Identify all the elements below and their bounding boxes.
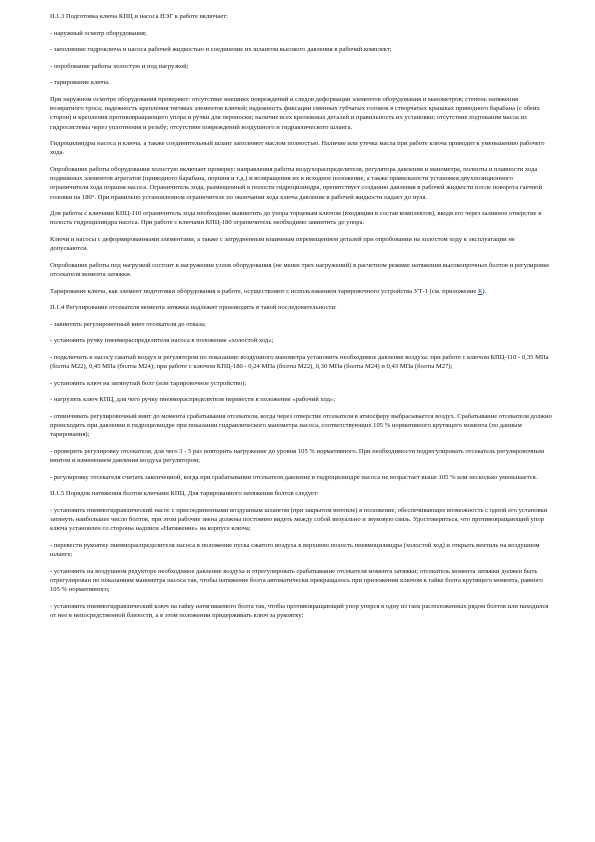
appendix-link[interactable]: К xyxy=(478,287,483,295)
list-item: - завинтить регулировочный винт отсекателя до отказа; xyxy=(50,320,206,328)
list-item: - установить ключ на затянутый болт (или тарировочное устройство); xyxy=(50,379,247,387)
list-item: - наружный осмотр оборудования; xyxy=(50,29,147,37)
list-item: - перевести рукоятку пневмораспределителя насоса в положение пуска сжатого воздуха в верхнюю полость пневмоцилиндра (холостой ход) и открыть вентиль на воздушном шланге; xyxy=(50,541,540,559)
section-heading-2-1-5: II.1.5 Порядок натяжения болтов ключами КПЦ. Для тарированного натяжения болтов следует: xyxy=(50,490,319,498)
list-item: - подключить к насосу сжатый воздух и регулятором по показанию воздушного манометра установить необходимое давление воздуха: при работе с ключом КПЦ-110 - 0,35 МПа (болты М22), 0,45 МПа (болты М24); при работе с ключом КПЦ-180 - 0,24 МПа (болты М22), 0,30 МПа (болты М24) и 0,43 МПа (болты М27); xyxy=(50,353,549,371)
list-item: - установить ручку пневмораспределителя насоса в положение «холостой ход»; xyxy=(50,337,274,345)
body-paragraph-with-link: Тарирование ключа, как элемент подготовки оборудования к работе, осуществляют с использованием тарировочного устройства УТ-1 (см. приложение К). xyxy=(50,287,487,295)
list-item: - установить на воздушном редукторе необходимое давление воздуха и отрегулировать срабатывание отсекателя момента затяжки; отсекатель момента затяжки должен быть отрегулирован по показаниям манометра насоса так, чтобы натяжение болта автоматически прекращалось при приложении ключом к гайке болта крутящего момента, равного 105 % нормативного; xyxy=(50,567,543,594)
list-item: - отвинчивать регулировочный винт до момента срабатывания отсекателя, когда через отверстие отсекателя в атмосферу выбрасывается воздух. Срабатывание отсекателя должно происходить при давлении в гидроцилиндре при показании гидравлического манометра насоса, соответствующих 105 % нормативного крутящего момента (по данным тарирования); xyxy=(50,412,552,439)
body-paragraph: Гидроцилиндры насоса и ключа, а также соединительный шланг заполняют маслом полностью. Наличие или утечка масла при работе ключа приводит к уменьшению рабочего хода. xyxy=(50,140,545,157)
list-item: - установить пневмогидравлический насос с присоединенными воздушным шлангом (при закрытом вентиле) в положение, обеспечивающее возможность с одной его установки затянуть наибольшее число болтов, при этом рабочие звена должны постоянно видеть между собой визуально и звуковую связь. Удостовериться, что противовращающий упор ключа установлен со стороны надписи «Натяжение» на корпусе ключа; xyxy=(50,506,548,533)
list-item: - проверить регулировку отсекателя, для чего 3 - 5 раз повторить нагружение до уровня 105 % нормативного. При необходимости подрегулировать отсекатель регулировочным винтом и изменением давления воздуха регулятором; xyxy=(50,447,545,465)
body-paragraph: Опробование работы под нагрузкой состоит в нагружении узлов оборудования (не менее трех нагружений) в расчетном режиме натяжения высокопрочных болтов и регулировке отсекателя момента затяжки. xyxy=(50,261,550,278)
list-item: - установить пневмогидравлический ключ на гайку натягиваемого болта так, чтобы противовращающий упор уперся в одну из гаек расположенных рядом болтов или находился от нее в непосредственной близости, а в этом положении придерживать ключ за рукоятку; xyxy=(50,602,549,619)
list-item: - регулировку отсекателя считать законченной, когда при срабатывании отсекателя давление в гидроцилиндре насоса не возрастает выше 105 % или несколько уменьшается. xyxy=(50,473,538,481)
list-item: - заполнение гидроключа и насоса рабочей жидкостью и соединение их шлангом высокого давления в рабочий комплект; xyxy=(50,46,392,54)
body-paragraph: Опробование работы оборудования холостую включает проверку: направления работы воздухораспределителя, регулятора давления и манометра, полноты и плавности хода подвижных элементов агрегатов (приводного барабана, поршня и т.д.) и возвращения их в исходное положение, а также правильности установки двухпозиционного ограничителя хода поршня насоса. Ограничитель хода, размещенный в полости гидроцилиндра, препятствует созданию давления в рабочей жидкости после поворота гаечной головки на 180°. При правильно установленном ограничителе по окончании хода ключа давление в рабочей жидкости падает до нуля. xyxy=(50,165,542,201)
body-paragraph: Ключи и насосы с деформированными элементами, а также с затрудненным взаимным перемещением деталей при опробовании на холостом ходу к эксплуатации не допускаются. xyxy=(50,235,515,253)
section-heading-2-1-3: II.1.3 Подготовка ключа КПЦ и насоса НЭГ к работе включает: xyxy=(50,13,228,20)
list-item: - нагрузить ключ КПЦ, для чего ручку пневмораспределителя перевести в положение «рабочий ход»; xyxy=(50,396,336,404)
body-paragraph: Для работы с ключами КПЦ-110 ограничитель хода необходимо вывинтить до упора торцевым ключом (входящим в состав комплектов), вводя его через заливное отверстие в полость гидроцилиндра насоса. При работе с ключами КПЦ-180 ограничитель необходимо завинтить до упора. xyxy=(50,210,542,227)
section-heading-2-1-4: II.1.4 Регулирование отсекателя момента затяжки надлежит производить в такой последовательности: xyxy=(50,304,337,312)
body-paragraph: При наружном осмотре оборудования проверяют: отсутствие внешних повреждений и следов деформации элементов оборудования и манометров; степень натяжения возвратного троса; надежность крепления тяговых элементов ключей; надежность фиксации сменных губчатых головок в створчатых крышках приводного барабана (с обеих сторон) и крепления противовращающего упора и ручки для переноски; наличие всех крепежных деталей и правильность их установки; отсутствие подтекания масла из гидросистемы через уплотнения и резьбу; отсутствие повреждений воздушного и гидравлического шланга. xyxy=(50,95,540,131)
list-item: - опробование работы холостую и под нагрузкой; xyxy=(50,62,189,70)
document-page xyxy=(50,12,552,627)
list-item: - тарирование ключа. xyxy=(50,79,110,87)
